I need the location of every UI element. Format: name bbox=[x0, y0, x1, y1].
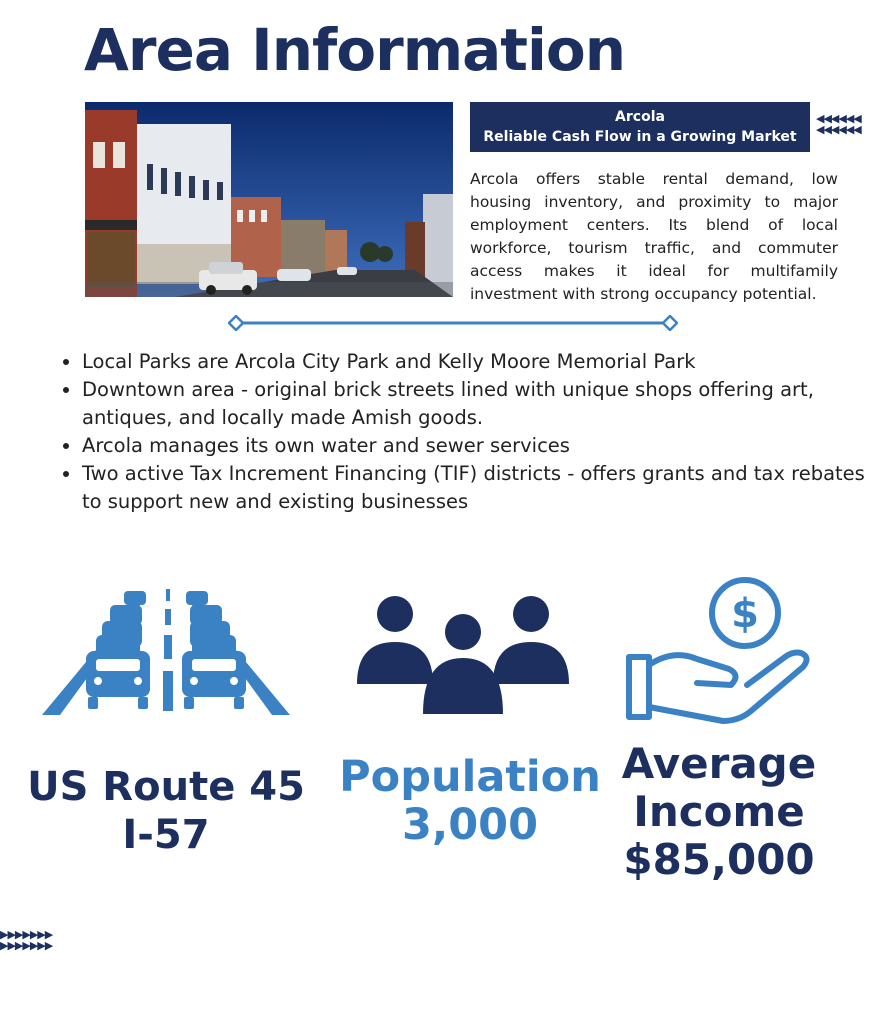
section-divider bbox=[228, 315, 678, 331]
people-group-icon bbox=[357, 596, 569, 714]
income-stat bbox=[606, 740, 832, 884]
income-label-2: Income bbox=[633, 787, 805, 836]
hand-dollar-icon bbox=[625, 575, 813, 730]
banner-tagline: Reliable Cash Flow in a Growing Market bbox=[483, 129, 797, 145]
market-banner bbox=[470, 102, 810, 152]
income-value: $85,000 bbox=[623, 835, 815, 884]
route-primary: US Route 45 bbox=[27, 764, 305, 810]
page-title: Area Information bbox=[84, 16, 626, 84]
description-line: housing inventory, and proximity to major bbox=[470, 193, 838, 211]
description-line: investment with strong occupancy potential. bbox=[470, 285, 817, 303]
route-secondary: I-57 bbox=[122, 812, 210, 858]
route-stat bbox=[20, 763, 312, 859]
list-item: • Downtown area - original brick streets lined with unique shops offering art, antiques, and locally made Amish goods. bbox=[82, 376, 882, 432]
banner-city: Arcola bbox=[615, 109, 665, 125]
decorative-arrows-right: ◀◀◀◀◀◀ ◀◀◀◀◀◀ bbox=[816, 112, 861, 136]
list-item: • Local Parks are Arcola City Park and Kelly Moore Memorial Park bbox=[82, 348, 882, 376]
income-label-1: Average bbox=[621, 739, 817, 788]
population-label: Population bbox=[339, 752, 601, 802]
downtown-street-photo bbox=[85, 102, 453, 297]
list-item: • Two active Tax Increment Financing (TIF) districts - offers grants and tax rebates to support new and existing businesses bbox=[82, 460, 882, 516]
population-stat bbox=[336, 753, 604, 849]
highway-traffic-icon bbox=[42, 585, 290, 717]
decorative-arrows-bottom: ▶▶▶▶▶▶▶ ▶▶▶▶▶▶▶ bbox=[0, 928, 53, 952]
description-line: workforce, tourism traffic, and commuter bbox=[470, 239, 838, 257]
area-highlights-list bbox=[54, 348, 882, 516]
description-line: Arcola offers stable rental demand, low bbox=[470, 170, 838, 188]
list-item: • Arcola manages its own water and sewer services bbox=[82, 432, 882, 460]
svg-text:$: $ bbox=[731, 591, 759, 637]
population-value: 3,000 bbox=[401, 800, 538, 850]
description-line: access makes it ideal for multifamily bbox=[470, 262, 838, 280]
description-line: employment centers. Its blend of local bbox=[470, 216, 838, 234]
